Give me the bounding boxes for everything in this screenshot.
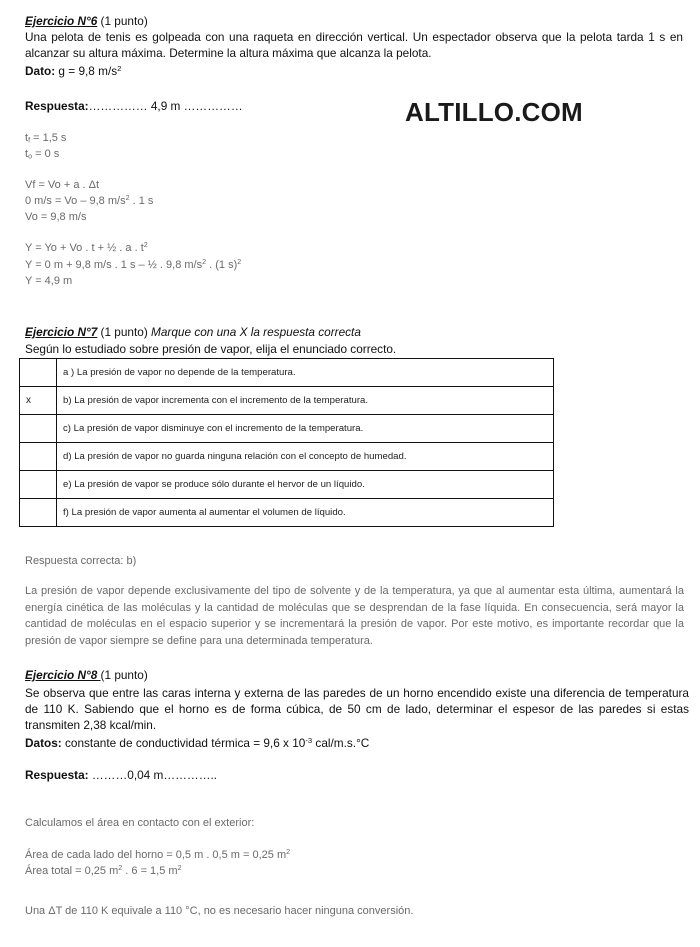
ex6-heading xyxy=(25,14,148,30)
option-text-cell: f) La presión de vapor aumenta al aumentar el volumen de líquido. xyxy=(57,499,554,527)
ex6-statement: Una pelota de tenis es golpeada con una raqueta en dirección vertical. Un espectador observa que la pelota tarda 1 s en alcanzar su altura máxima. Determine la altura máxima que alcanza la pelota. xyxy=(25,30,683,60)
ex7-question: Según lo estudiado sobre presión de vapor, elija el enunciado correcto. xyxy=(25,342,397,356)
ex6-tf: $t_f = 1,5$ s xyxy=(25,132,67,145)
option-mark-cell: x xyxy=(20,387,57,415)
option-text-cell: c) La presión de vapor disminuye con el incremento de la temperatura. xyxy=(57,415,554,443)
ex7-heading xyxy=(25,325,361,341)
ex6-dato: Dato: g = 9,8 $m/s^2$ xyxy=(25,63,122,78)
ex8-points: (1 punto) xyxy=(100,668,148,682)
ex6-eq5: Y = 0 m + 9,8 m/s . 1 s – ½ . 9,8 $m/s^2$ . (1 s)$^2$ xyxy=(25,258,242,271)
option-mark-cell xyxy=(20,499,57,527)
option-mark-cell xyxy=(20,415,57,443)
ex6-answer xyxy=(25,99,243,115)
ex8-answer-label: Respuesta: xyxy=(25,768,89,782)
ex8-title: Ejercicio N°8 xyxy=(25,668,101,682)
option-mark-cell xyxy=(20,443,57,471)
option-text-cell: b) La presión de vapor incrementa con el incremento de la temperatura. xyxy=(57,387,554,415)
option-text-cell: a ) La presión de vapor no depende de la temperatura. xyxy=(57,359,554,387)
option-mark-cell xyxy=(20,471,57,499)
option-text-cell: d) La presión de vapor no guarda ninguna relación con el concepto de humedad. xyxy=(57,443,554,471)
ex6-eq2: 0 m/s = Vo – 9,8 $m/s^2$ . 1 s xyxy=(25,194,154,207)
ex8-datos: Datos: constante de conductividad térmica = 9,6 x $10^{-3}$ cal/m.s.°C xyxy=(25,735,370,750)
ex7-correct: Respuesta correcta: b) xyxy=(25,555,137,567)
option-row xyxy=(20,359,554,387)
ex6-answer-value: …………… 4,9 m …………… xyxy=(88,99,243,113)
option-row xyxy=(20,499,554,527)
ex7-options-table xyxy=(19,358,554,527)
ex6-answer-label: Respuesta: xyxy=(25,99,89,113)
ex6-title: Ejercicio N°6 xyxy=(25,14,98,28)
option-mark-cell xyxy=(20,359,57,387)
ex6-eq4: Y = Yo + Vo . t + ½ . a . $t^2$ xyxy=(25,241,148,254)
ex8-heading xyxy=(25,668,148,684)
ex7-title: Ejercicio N°7 xyxy=(25,325,98,339)
watermark-logo: ALTILLO.COM xyxy=(405,97,583,127)
ex8-calc-intro: Calculamos el área en contacto con el exterior: xyxy=(25,817,255,829)
ex8-answer-value: ………0,04 m………….. xyxy=(88,768,218,782)
ex6-eq3: Vo = 9,8 m/s xyxy=(25,211,87,223)
option-row xyxy=(20,415,554,443)
ex8-answer xyxy=(25,768,217,784)
ex6-to: $t_o = 0$ s xyxy=(25,148,60,161)
ex8-statement: Se observa que entre las caras interna y externa de las paredes de un horno encendido existe una diferencia de temperatura de 110 K. Sabiendo que el horno es de forma cúbica, de 50 cm de lado, determinar el espesor de las paredes si estas transmiten 2,38 kcal/min. xyxy=(25,686,689,732)
ex7-explanation: La presión de vapor depende exclusivamente del tipo de solvente y de la temperatura, ya que al aumentar esta última, aumentará la energía cinética de las moléculas y la cantidad de moléculas que se desprendan de la fase líquida. En consecuencia, será mayor la cantidad de moléculas en el espacio superior y se incrementará la presión de vapor. Por este motivo, es importante recordar que la presión de vapor siempre se define para una determinada temperatura. xyxy=(25,585,684,647)
ex7-instruction: Marque con una X la respuesta correcta xyxy=(151,325,361,339)
ex8-datos-label: Datos: xyxy=(25,736,62,750)
ex8-area1: Área de cada lado del horno = 0,5 m . 0,5 m = 0,25 $m^2$ xyxy=(25,848,291,861)
option-row xyxy=(20,471,554,499)
ex8-area2: Área total = 0,25 $m^2$ . 6 = 1,5 $m^2$ xyxy=(25,864,182,877)
ex8-delta: Una ΔT de 110 K equivale a 110 °C, no es necesario hacer ninguna conversión. xyxy=(25,905,414,917)
option-row xyxy=(20,443,554,471)
option-text-cell: e) La presión de vapor se produce sólo durante el hervor de un líquido. xyxy=(57,471,554,499)
ex6-dato-label: Dato: xyxy=(25,64,56,78)
ex6-eq6: Y = 4,9 m xyxy=(25,275,73,287)
ex6-eq1: Vf = Vo + a . Δt xyxy=(25,179,100,191)
ex7-points: (1 punto) xyxy=(97,325,152,339)
ex6-points: (1 punto) xyxy=(97,14,148,28)
option-row xyxy=(20,387,554,415)
